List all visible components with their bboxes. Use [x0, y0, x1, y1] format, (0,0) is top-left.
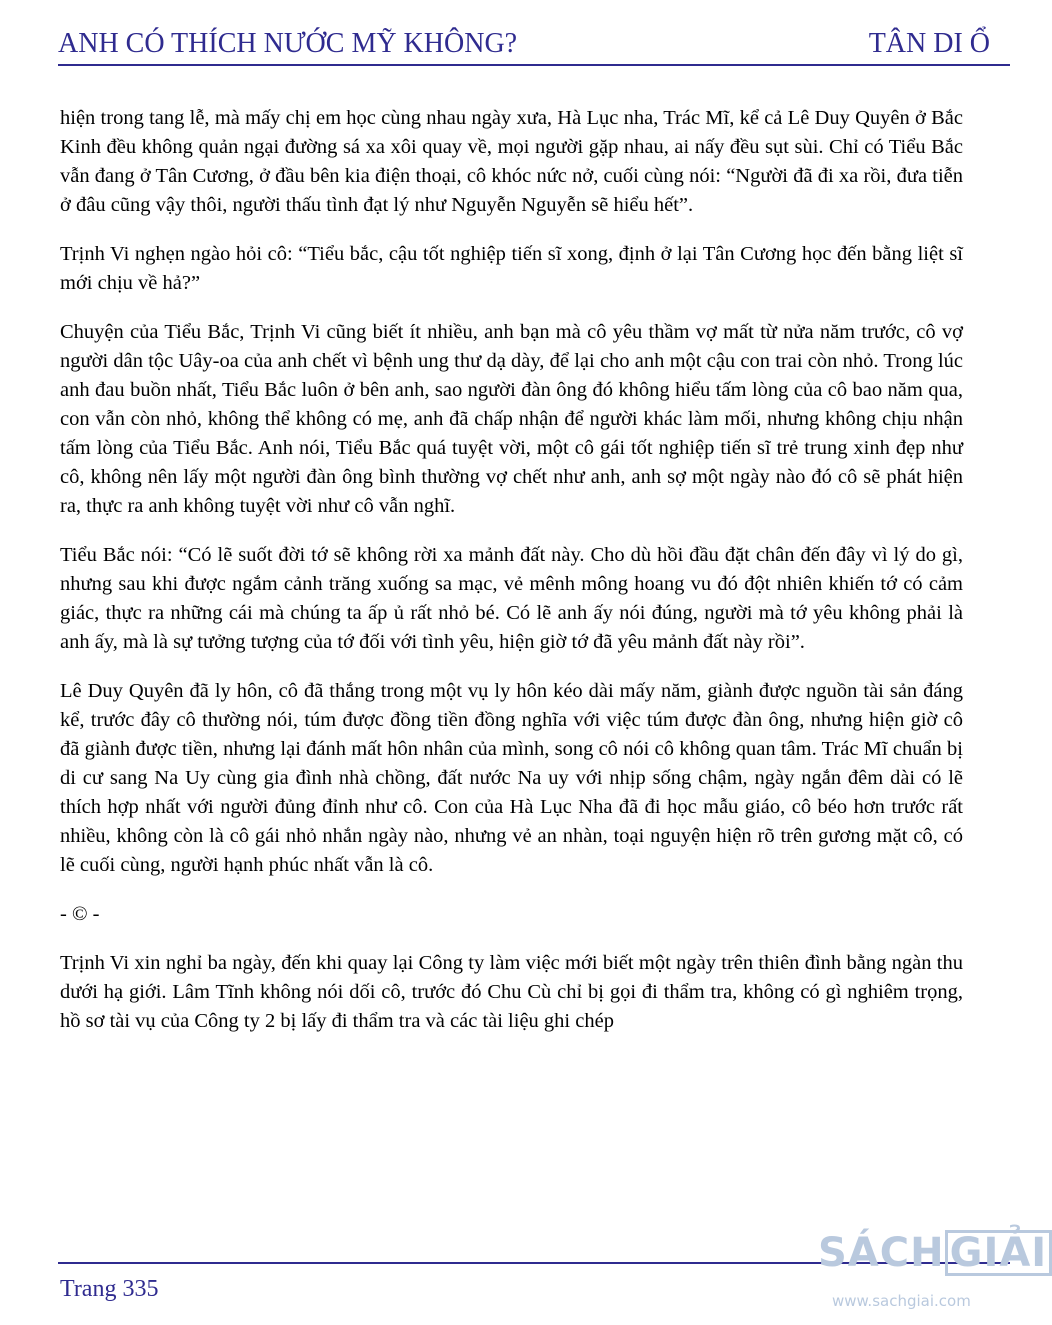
logo-text-left: SÁCH: [818, 1230, 945, 1276]
paragraph: Chuyện của Tiểu Bắc, Trịnh Vi cũng biết ít nhiều, anh bạn mà cô yêu thầm vợ mất từ nửa năm trước, cô vợ người dân tộc Uây-oa của anh chết vì bệnh ung thư dạ dày, để lại cho anh một cậu con trai còn nhỏ. Trong lúc anh đau buồn nhất, Tiểu Bắc luôn ở bên anh, sao người đàn ông đó không hiểu tấm lòng của cô bao năm qua, con vẫn còn nhỏ, không thể không có mẹ, anh đã chấp nhận để người khác làm mối, nhưng không chịu nhận tấm lòng của Tiểu Bắc. Anh nói, Tiểu Bắc quá tuyệt vời, một cô gái tốt nghiệp tiến sĩ trẻ trung xinh đẹp như cô, không nên lấy một người đàn ông bình thường vợ chết như anh, anh sợ một ngày nào đó cô sẽ phát hiện ra, thực ra anh không tuyệt vời như cô vẫn nghĩ.: [60, 321, 963, 517]
section-separator: - © -: [60, 903, 100, 925]
logo-url: www.sachgiai.com: [832, 1292, 971, 1310]
page-header: [58, 22, 1010, 62]
header-rule: [58, 64, 1010, 66]
page-number: Trang 335: [60, 1276, 159, 1302]
book-title: ANH CÓ THÍCH NƯỚC MỸ KHÔNG?: [58, 28, 518, 59]
paragraph: Trịnh Vi nghẹn ngào hỏi cô: “Tiểu bắc, cậu tốt nghiệp tiến sĩ xong, định ở lại Tân Cương học đến bằng liệt sĩ mới chịu về hả?”: [60, 243, 963, 294]
logo-wordmark: [818, 1230, 1052, 1276]
paragraph: Tiểu Bắc nói: “Có lẽ suốt đời tớ sẽ không rời xa mảnh đất này. Cho dù hồi đầu đặt chân đến đây vì lý do gì, nhưng sau khi được ngắm cảnh trăng xuống sa mạc, vẻ mênh mông hoang vu đó đột nhiên khiến tớ có cảm giác, thực ra những cái mà chúng ta ấp ủ rất nhỏ bé. Có lẽ anh ấy nói đúng, người mà tớ yêu không phải là anh ấy, mà là sự tưởng tượng của tớ đối với tình yêu, hiện giờ tớ đã yêu mảnh đất này rồi”.: [60, 544, 963, 653]
watermark-logo: [818, 1222, 1048, 1322]
book-author: TÂN DI Ổ: [868, 28, 990, 59]
paragraph: Lê Duy Quyên đã ly hôn, cô đã thắng trong một vụ ly hôn kéo dài mấy năm, giành được nguồn tài sản đáng kể, trước đây cô thường nói, túm được đồng tiền đồng nghĩa với việc túm được đàn ông, nhưng hiện giờ cô đã giành được tiền, nhưng lại đánh mất hôn nhân của mình, song cô nói cô không quan tâm. Trác Mĩ chuẩn bị di cư sang Na Uy cùng gia đình nhà chồng, đất nước Na uy với nhịp sống chậm, ngày ngắn đêm dài có lẽ thích hợp nhất với người đủng đỉnh như cô. Con của Hà Lục Nha đã đi học mẫu giáo, cô béo hơn trước rất nhiều, không còn là cô gái nhỏ nhắn ngày nào, nhưng vẻ an nhàn, toại nguyện hiện rõ trên gương mặt cô, có lẽ cuối cùng, người hạnh phúc nhất vẫn là cô.: [60, 680, 963, 876]
paragraph: hiện trong tang lễ, mà mấy chị em học cùng nhau ngày xưa, Hà Lục nha, Trác Mĩ, kể cả Lê Duy Quyên ở Bắc Kinh đều không quản ngại đường sá xa xôi quay về, mọi người gặp nhau, ai nấy đều sụt sùi. Chỉ có Tiểu Bắc vẫn đang ở Tân Cương, ở đầu bên kia điện thoại, cô khóc nức nở, cuối cùng nói: “Người đã đi xa rồi, đưa tiễn ở đâu cũng vậy thôi, người thấu tình đạt lý như Nguyễn Nguyễn sẽ hiểu hết”.: [60, 107, 963, 216]
paragraph: Trịnh Vi xin nghỉ ba ngày, đến khi quay lại Công ty làm việc mới biết một ngày trên thiên đình bằng ngàn thu dưới hạ giới. Lâm Tĩnh không nói dối cô, trước đó Chu Cù chỉ bị gọi đi thẩm tra, không có gì nghiêm trọng, hồ sơ tài vụ của Công ty 2 bị lấy đi thẩm tra và các tài liệu ghi chép: [60, 952, 963, 1032]
page-body: [60, 104, 963, 1056]
logo-text-boxed: GIẢI: [945, 1230, 1052, 1276]
